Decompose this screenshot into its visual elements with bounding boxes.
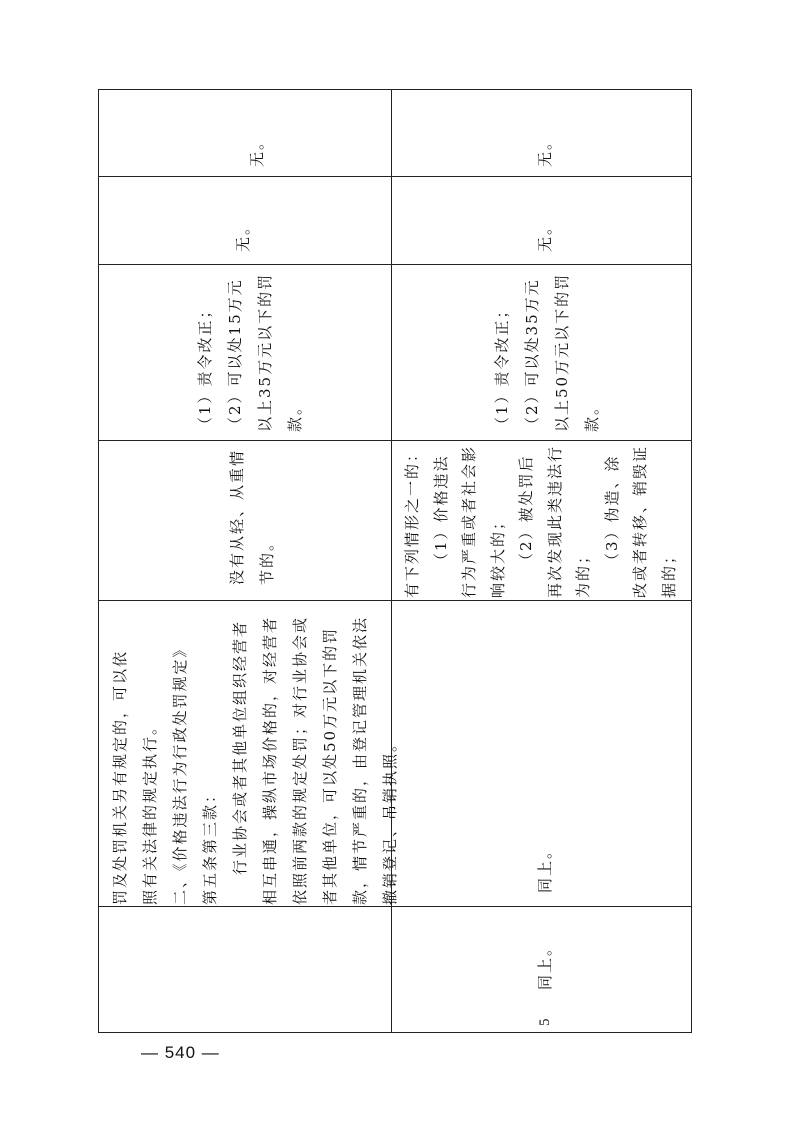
- row-number: 5: [537, 1016, 553, 1026]
- penalty-line: （1）责令改正；: [493, 301, 511, 432]
- penalty-cell: [487, 268, 601, 432]
- circumstance-line: （3）伪造、涂改或者转移、销毁证据的；: [602, 444, 678, 598]
- legal-text-line: 照有关法律的规定执行。: [141, 717, 159, 905]
- column-divider: [98, 176, 692, 177]
- row-number-cell: [530, 996, 560, 1026]
- penalty-line: （1）责令改正；: [196, 301, 214, 432]
- col6-cell: [530, 107, 560, 167]
- col5-text: 无。: [536, 217, 554, 252]
- col5-text: 无。: [234, 217, 252, 252]
- col6-text: 无。: [248, 132, 266, 167]
- legal-text-paragraph: 行业协会或者其他单位组织经营者相互串通，操纵市场价格的，对经营者依照前两款的规定处罚；对行业协会或者其他单位，可以处50万元以下的罚款，情节严重的，由登记管理机关依法撤销登记、吊销执照。: [231, 615, 399, 905]
- column-divider: [98, 600, 692, 601]
- legal-text-line: 第五条第三款：: [201, 785, 219, 905]
- circumstance-line: （2）被处罚后再次发现此类违法行为的；: [517, 444, 592, 598]
- legal-basis-text: 同上。: [536, 841, 554, 893]
- violation-cell: [530, 910, 560, 990]
- circumstance-text: 没有从轻、从重情节的。: [228, 448, 276, 585]
- column-divider: [98, 906, 692, 907]
- col5-cell: [228, 192, 258, 252]
- col6-text: 无。: [536, 132, 554, 167]
- circumstance-line: 有下列情形之一的：: [403, 444, 421, 598]
- penalty-cell: [190, 268, 304, 432]
- circumstance-cell: [222, 445, 282, 585]
- legal-basis-cell: [105, 605, 399, 905]
- legal-text-line: 罚及处罚机关另有规定的，可以依: [111, 649, 129, 905]
- circumstance-line: （1）价格违法行为严重或者社会影响较大的；: [431, 444, 507, 598]
- violation-text: 同上。: [536, 938, 554, 990]
- penalty-line: （2）可以处35万元以上50万元以下的罚款。: [523, 272, 601, 432]
- penalty-line: （2）可以处15万元以上35万元以下的罚款。: [226, 272, 304, 432]
- col6-cell: [242, 107, 272, 167]
- circumstance-cell: [398, 438, 688, 598]
- col5-cell: [530, 192, 560, 252]
- legal-text-line: 二、《价格违法行为行政处罚规定》: [171, 640, 189, 905]
- legal-basis-cell: [530, 813, 560, 893]
- page-number: — 540 —: [141, 1043, 220, 1062]
- column-divider: [98, 264, 692, 265]
